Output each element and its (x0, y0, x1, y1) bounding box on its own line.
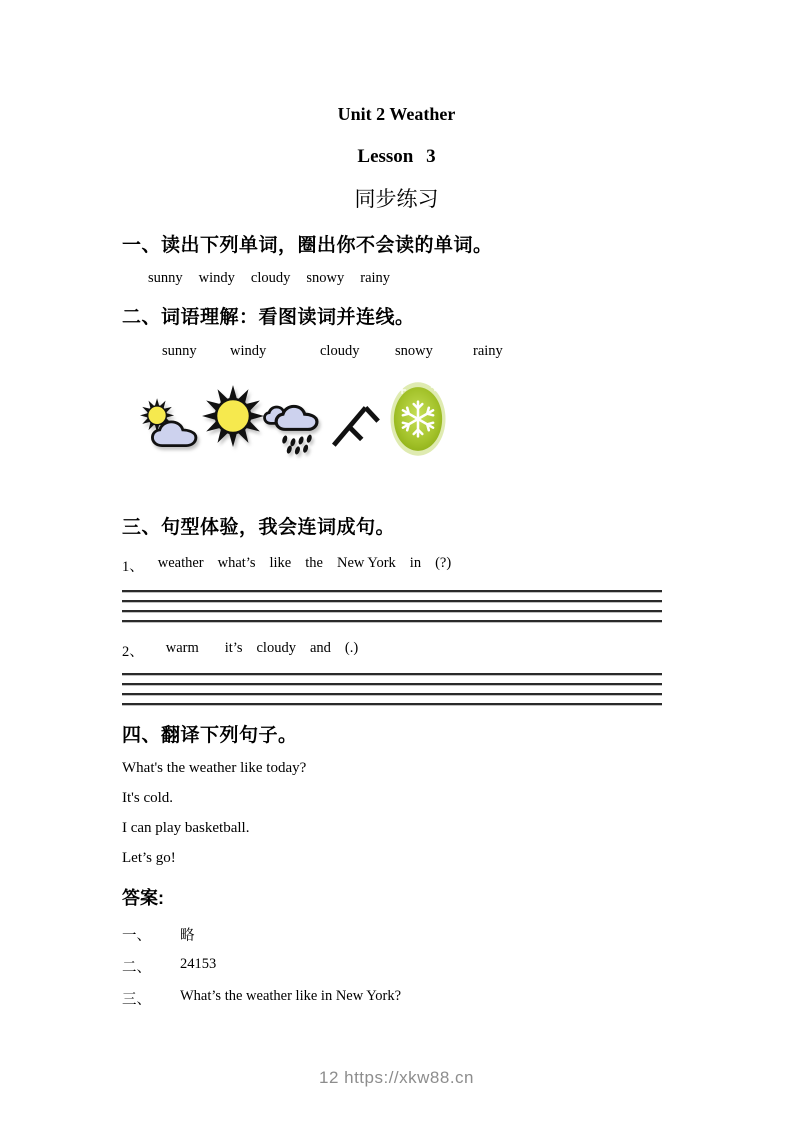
word-windy: windy (198, 270, 235, 286)
answer-row-3 (122, 988, 401, 1009)
unit-title: Unit 2 Weather (337, 104, 456, 124)
wind-barb-icon[interactable] (328, 398, 382, 450)
answer-value: 24153 (180, 956, 217, 972)
word-sunny: sunny (148, 270, 183, 286)
scramble-word: weather (157, 555, 204, 571)
writing-lines-1 (122, 590, 662, 630)
writing-line (122, 620, 662, 622)
item-number: 2、 (122, 644, 144, 660)
translate-sentence-3: I can play basketball. (122, 820, 250, 836)
scramble-word: (?) (435, 555, 452, 571)
sun-icon[interactable] (200, 383, 266, 449)
section2-heading: 二、词语理解：看图读词并连线。 (122, 307, 415, 328)
writing-line (122, 600, 662, 602)
translate-sentence-1: What's the weather like today? (122, 760, 307, 776)
answer-value: What’s the weather like in New York? (180, 988, 402, 1004)
match-word-sunny[interactable]: sunny (162, 343, 197, 359)
writing-line (122, 610, 662, 612)
answer-row-2 (122, 956, 216, 977)
answer-label: 二、 (122, 960, 151, 976)
scramble-word: like (269, 555, 292, 571)
scramble-word: cloudy (256, 640, 296, 656)
scramble-word: warm (165, 640, 199, 656)
writing-line (122, 590, 662, 592)
scramble-word: the (305, 555, 323, 571)
section1-heading: 一、读出下列单词，圈出你不会读的单词。 (122, 235, 493, 256)
scramble-word: in (409, 555, 422, 571)
word-cloudy: cloudy (250, 270, 291, 286)
match-word-windy[interactable]: windy (230, 343, 267, 359)
section4-heading: 四、翻译下列句子。 (122, 725, 298, 746)
section1-word-list (148, 270, 390, 287)
scramble-word: (.) (344, 640, 359, 656)
word-rainy: rainy (360, 270, 391, 286)
word-snowy: snowy (306, 270, 345, 286)
match-word-cloudy[interactable]: cloudy (320, 343, 360, 359)
partly-cloudy-icon[interactable] (138, 397, 200, 449)
match-word-snowy[interactable]: snowy (395, 343, 433, 359)
item-number: 1、 (122, 559, 144, 575)
snowflake-green-badge-icon[interactable] (390, 380, 446, 458)
scramble-word: New York (336, 555, 396, 571)
rain-cloud-icon[interactable] (261, 397, 323, 455)
writing-line (122, 683, 662, 685)
subtitle-sync-exercise: 同步练习 (354, 187, 439, 211)
translate-sentence-4: Let’s go! (122, 850, 176, 866)
scramble-word: and (309, 640, 331, 656)
writing-line (122, 703, 662, 705)
writing-line (122, 673, 662, 675)
lesson-title: Lesson 3 (357, 146, 436, 167)
translate-sentence-2: It's cold. (122, 790, 174, 806)
scramble-word: it’s (224, 640, 243, 656)
answer-label: 三、 (122, 992, 151, 1008)
writing-lines-2 (122, 673, 662, 713)
answer-value: 略 (180, 928, 195, 944)
answer-label: 一、 (122, 928, 151, 944)
section3-heading: 三、句型体验，我会连词成句。 (122, 517, 396, 538)
answer-row-1 (122, 924, 195, 945)
match-word-rainy[interactable]: rainy (473, 343, 503, 359)
scramble-item-2 (122, 640, 358, 661)
scramble-item-1 (122, 555, 451, 576)
scramble-word: what’s (217, 555, 256, 571)
answers-heading: 答案: (122, 888, 164, 908)
writing-line (122, 693, 662, 695)
page-footer-url[interactable]: 12 https://xkw88.cn (318, 1068, 475, 1087)
